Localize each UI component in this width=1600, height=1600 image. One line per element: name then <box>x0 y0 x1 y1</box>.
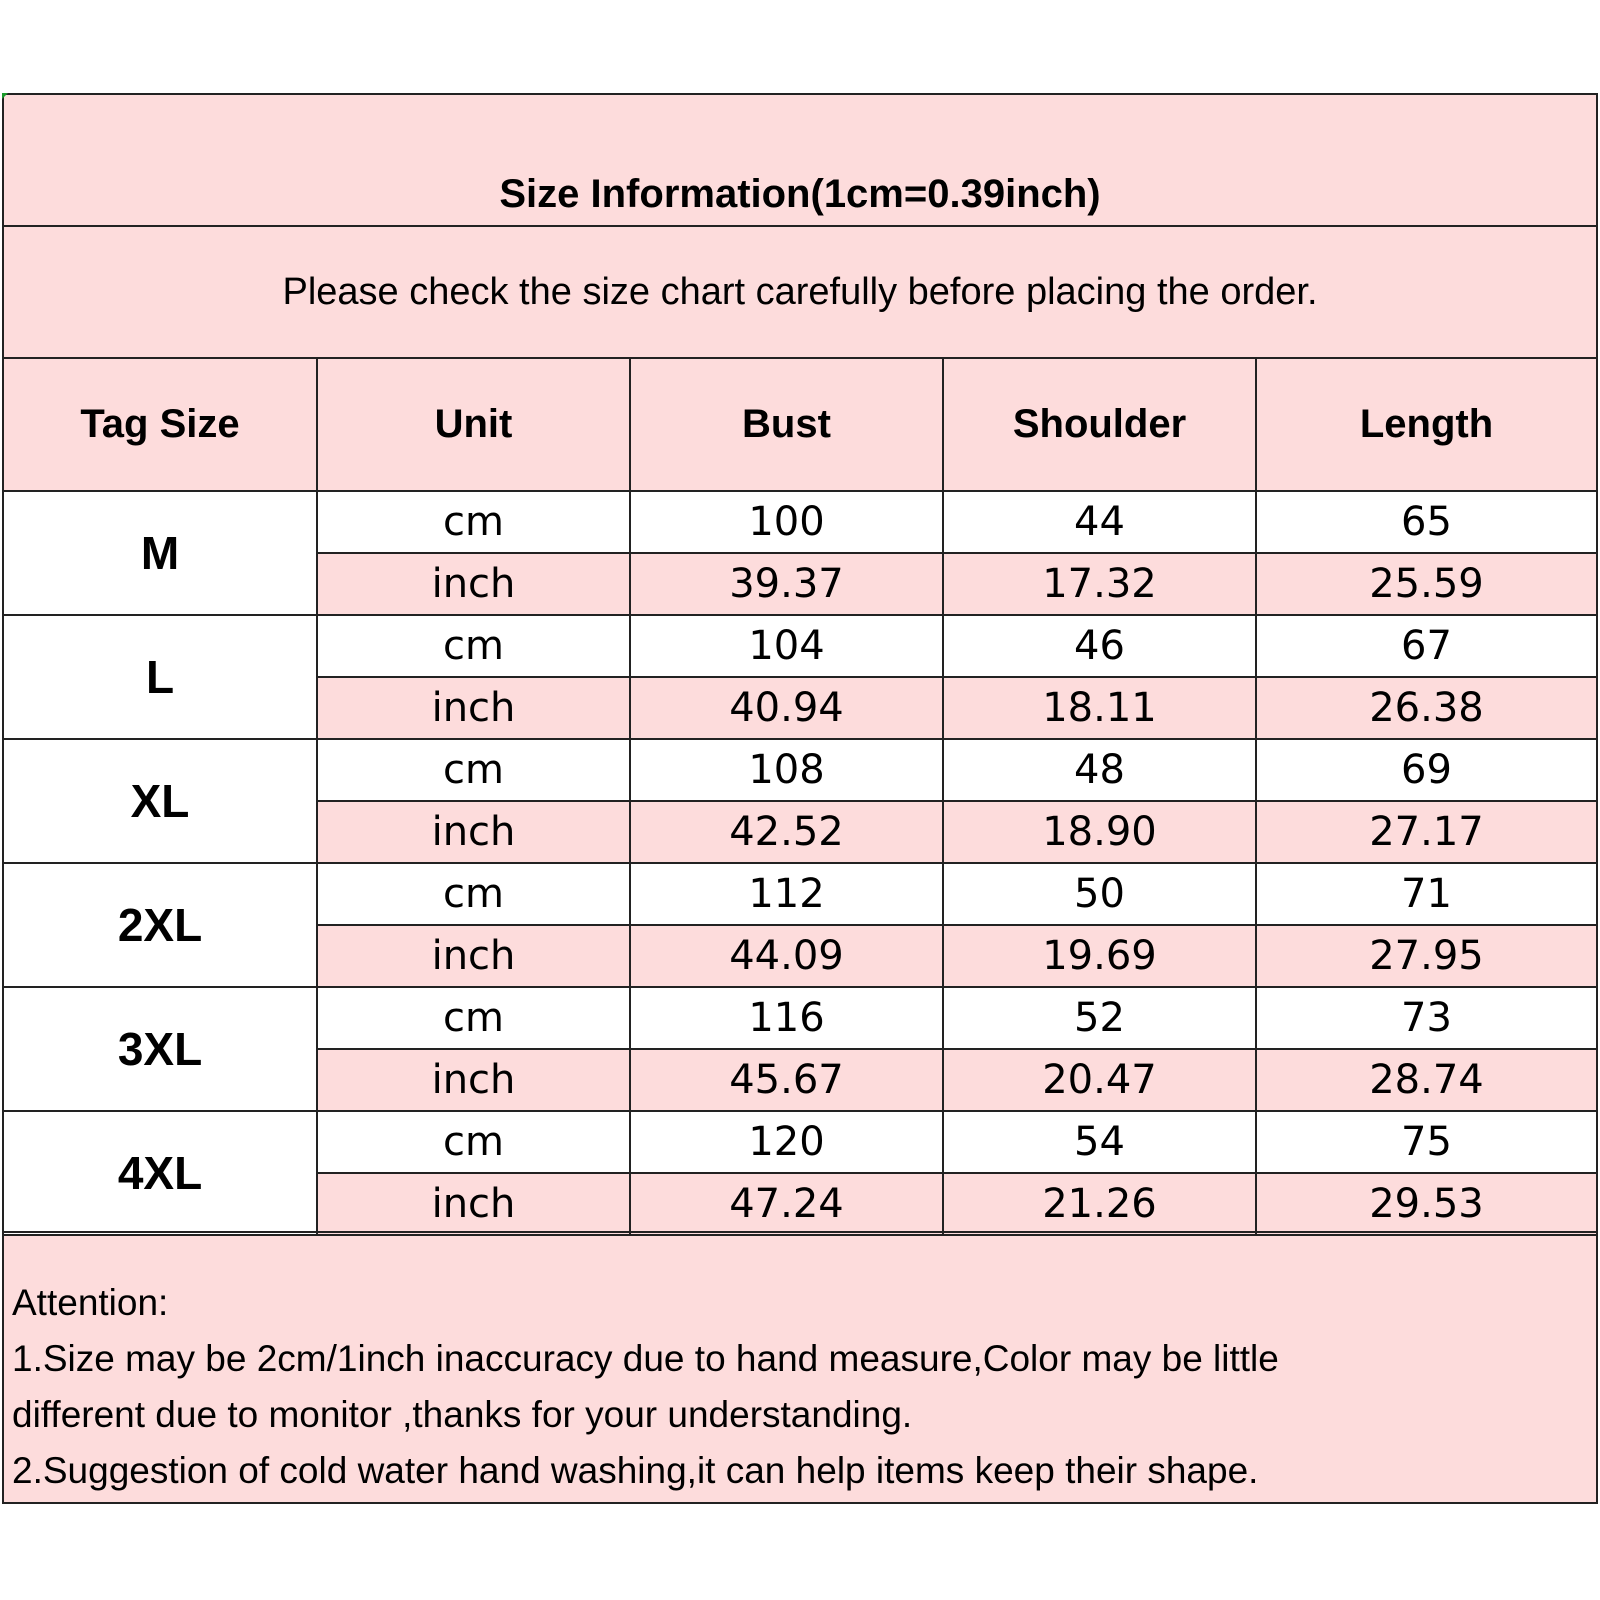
header-unit: Unit <box>317 359 630 491</box>
shoulder-cell: 50 <box>943 863 1256 925</box>
length-cell: 67 <box>1256 615 1596 677</box>
bust-cell: 116 <box>630 987 943 1049</box>
shoulder-cell: 44 <box>943 491 1256 553</box>
shoulder-cell: 21.26 <box>943 1173 1256 1235</box>
length-cell: 73 <box>1256 987 1596 1049</box>
bust-cell: 120 <box>630 1111 943 1173</box>
length-cell: 27.95 <box>1256 925 1596 987</box>
shoulder-cell: 18.90 <box>943 801 1256 863</box>
size-chart <box>2 93 1598 1504</box>
length-cell: 71 <box>1256 863 1596 925</box>
length-cell: 27.17 <box>1256 801 1596 863</box>
bust-cell: 100 <box>630 491 943 553</box>
unit-cell: cm <box>317 1111 630 1173</box>
attention-heading: Attention: <box>12 1282 169 1323</box>
tag-size-cell: M <box>4 491 317 615</box>
tag-size-cell: L <box>4 615 317 739</box>
unit-cell: cm <box>317 615 630 677</box>
bust-cell: 112 <box>630 863 943 925</box>
attention-line: different due to monitor ,thanks for your understanding. <box>12 1394 913 1435</box>
shoulder-cell: 54 <box>943 1111 1256 1173</box>
bust-cell: 104 <box>630 615 943 677</box>
attention-line: 2.Suggestion of cold water hand washing,it can help items keep their shape. <box>12 1450 1259 1491</box>
bust-cell: 44.09 <box>630 925 943 987</box>
shoulder-cell: 20.47 <box>943 1049 1256 1111</box>
unit-cell: inch <box>317 677 630 739</box>
unit-cell: cm <box>317 739 630 801</box>
length-cell: 25.59 <box>1256 553 1596 615</box>
unit-cell: inch <box>317 1173 630 1235</box>
attention-line: 1.Size may be 2cm/1inch inaccuracy due to hand measure,Color may be little <box>12 1338 1279 1379</box>
unit-cell: inch <box>317 1049 630 1111</box>
table-row <box>4 1111 1596 1173</box>
bust-cell: 39.37 <box>630 553 943 615</box>
page-title: Size Information(1cm=0.39inch) <box>499 172 1101 216</box>
attention-section <box>4 1231 1596 1502</box>
unit-cell: cm <box>317 987 630 1049</box>
unit-cell: cm <box>317 491 630 553</box>
unit-cell: cm <box>317 863 630 925</box>
header-shoulder: Shoulder <box>943 359 1256 491</box>
unit-cell: inch <box>317 925 630 987</box>
table-row <box>4 615 1596 677</box>
table-row <box>4 987 1596 1049</box>
shoulder-cell: 19.69 <box>943 925 1256 987</box>
corner-marker <box>2 93 8 99</box>
length-cell: 65 <box>1256 491 1596 553</box>
header-bust: Bust <box>630 359 943 491</box>
notice-text: Please check the size chart carefully before placing the order. <box>282 270 1318 313</box>
shoulder-cell: 18.11 <box>943 677 1256 739</box>
unit-cell: inch <box>317 801 630 863</box>
tag-size-cell: 2XL <box>4 863 317 987</box>
length-cell: 75 <box>1256 1111 1596 1173</box>
shoulder-cell: 46 <box>943 615 1256 677</box>
table-row <box>4 863 1596 925</box>
tag-size-cell: 4XL <box>4 1111 317 1235</box>
table-row <box>4 739 1596 801</box>
bust-cell: 42.52 <box>630 801 943 863</box>
length-cell: 26.38 <box>1256 677 1596 739</box>
unit-cell: inch <box>317 553 630 615</box>
size-table <box>4 359 1596 1236</box>
shoulder-cell: 17.32 <box>943 553 1256 615</box>
header-row <box>4 359 1596 491</box>
notice-row <box>4 227 1596 359</box>
length-cell: 29.53 <box>1256 1173 1596 1235</box>
header-length: Length <box>1256 359 1596 491</box>
shoulder-cell: 48 <box>943 739 1256 801</box>
title-row <box>4 95 1596 227</box>
length-cell: 69 <box>1256 739 1596 801</box>
bust-cell: 40.94 <box>630 677 943 739</box>
table-row <box>4 491 1596 553</box>
bust-cell: 45.67 <box>630 1049 943 1111</box>
tag-size-cell: XL <box>4 739 317 863</box>
shoulder-cell: 52 <box>943 987 1256 1049</box>
header-tag-size: Tag Size <box>4 359 317 491</box>
tag-size-cell: 3XL <box>4 987 317 1111</box>
bust-cell: 47.24 <box>630 1173 943 1235</box>
bust-cell: 108 <box>630 739 943 801</box>
length-cell: 28.74 <box>1256 1049 1596 1111</box>
